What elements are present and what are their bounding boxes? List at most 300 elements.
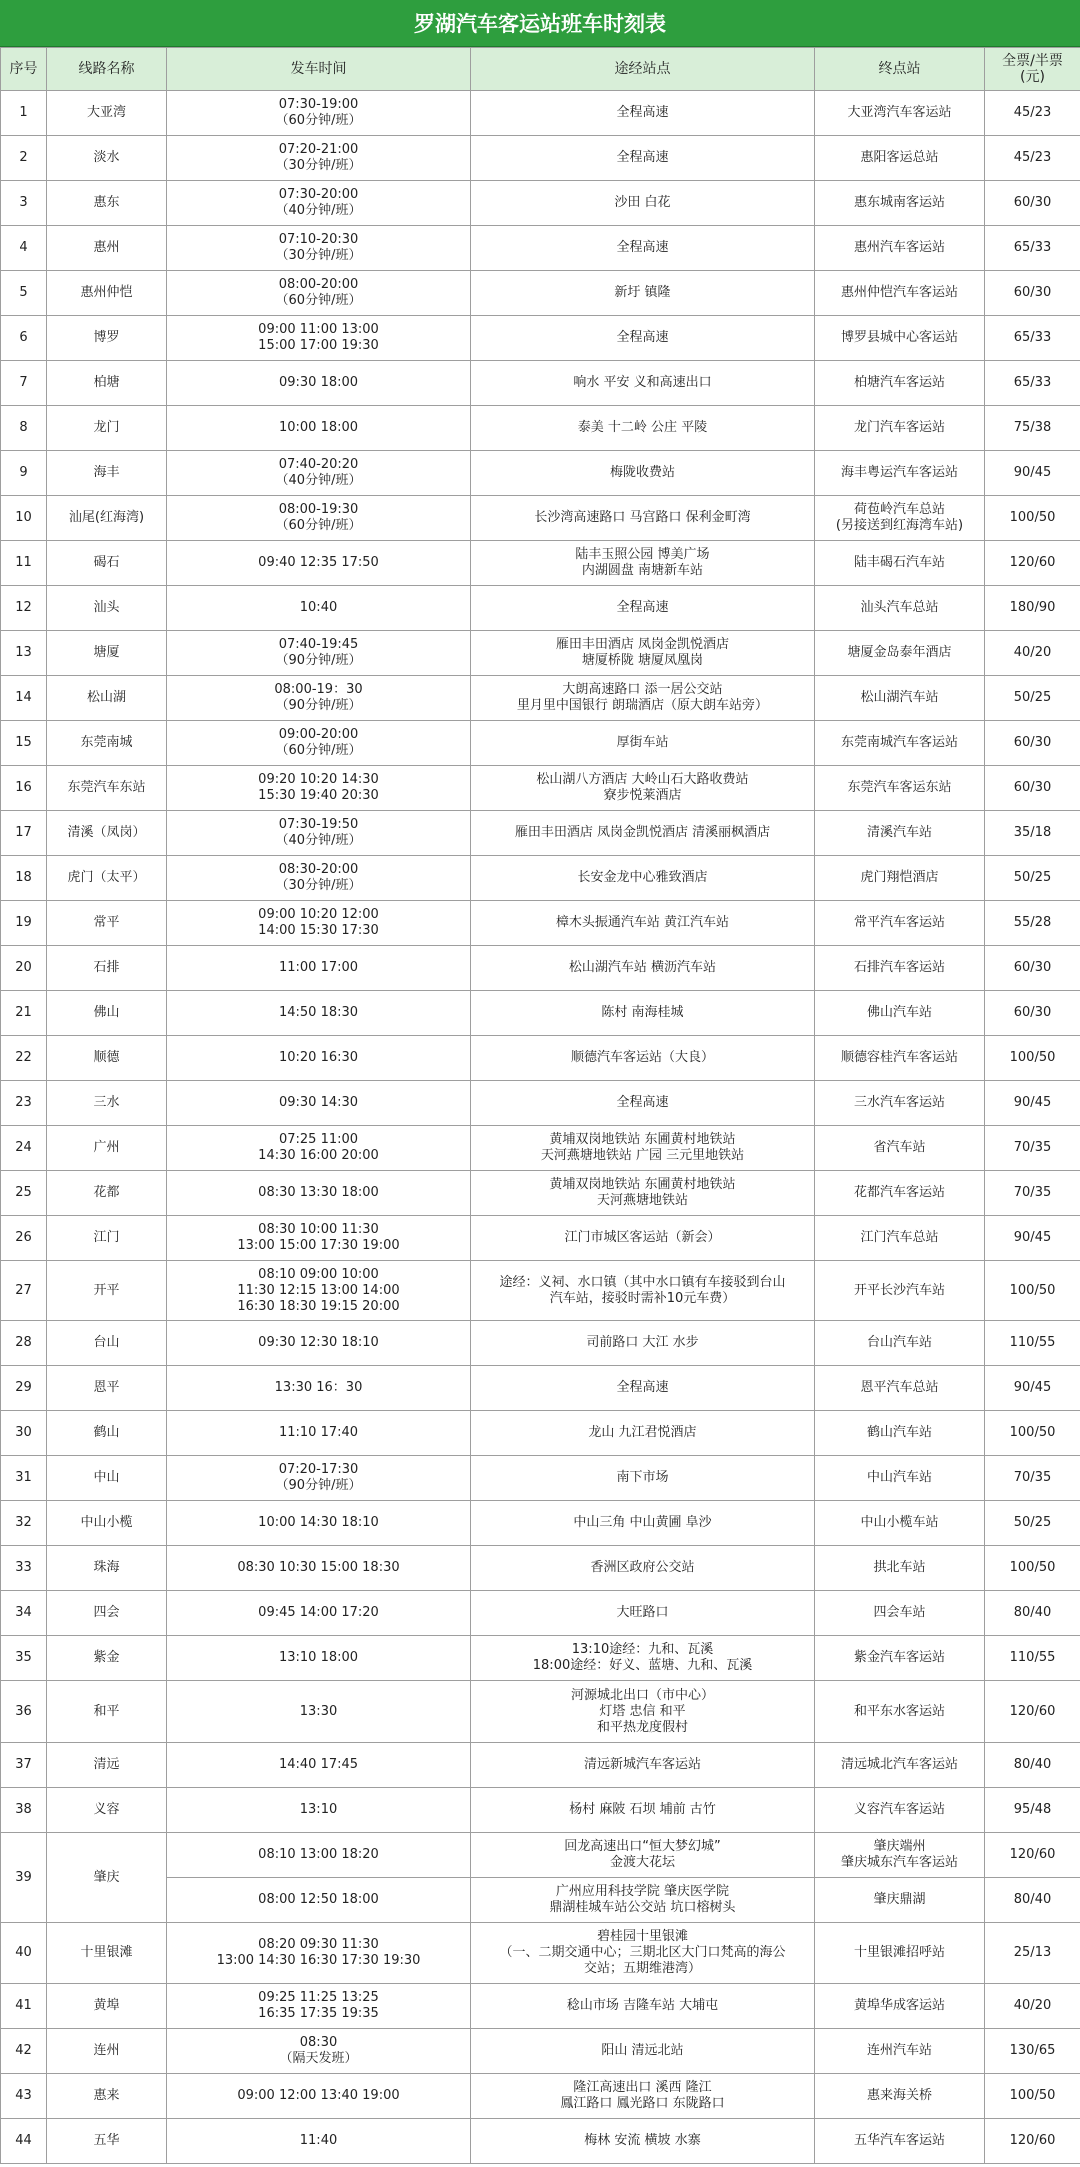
fare: 100/50: [985, 1261, 1080, 1321]
table-row: [1, 901, 1080, 946]
terminal-station: 连州汽车站: [815, 2029, 985, 2074]
fare: 70/35: [985, 1126, 1080, 1171]
via-stops: 大旺路口: [471, 1591, 815, 1636]
fare: 95/48: [985, 1788, 1080, 1833]
fare: 80/40: [985, 1591, 1080, 1636]
route-number: 25: [1, 1171, 47, 1216]
route-name: 惠州: [47, 226, 167, 271]
table-row: [1, 586, 1080, 631]
terminal-station: 中山汽车站: [815, 1456, 985, 1501]
terminal-station: 清远城北汽车客运站: [815, 1743, 985, 1788]
via-stops: 大朗高速路口 添一居公交站 里月里中国银行 朗瑞酒店（原大朗车站旁）: [471, 676, 815, 721]
departure-time: 10:20 16:30: [167, 1036, 471, 1081]
table-row: [1, 2074, 1080, 2119]
departure-time: 08:00 12:50 18:00: [167, 1878, 471, 1923]
table-row: [1, 1216, 1080, 1261]
departure-time: 07:10-20:30 （30分钟/班）: [167, 226, 471, 271]
terminal-station: 花都汽车客运站: [815, 1171, 985, 1216]
departure-time: 07:40-19:45 （90分钟/班）: [167, 631, 471, 676]
route-name: 珠海: [47, 1546, 167, 1591]
route-name: 石排: [47, 946, 167, 991]
table-row: [1, 91, 1080, 136]
departure-time: 07:30-19:50 （40分钟/班）: [167, 811, 471, 856]
fare: 60/30: [985, 181, 1080, 226]
fare: 110/55: [985, 1636, 1080, 1681]
fare: 90/45: [985, 451, 1080, 496]
via-stops: 南下市场: [471, 1456, 815, 1501]
departure-time: 09:30 12:30 18:10: [167, 1321, 471, 1366]
terminal-station: 海丰粤运汽车客运站: [815, 451, 985, 496]
header-route: 线路名称: [47, 48, 167, 91]
via-stops: 中山三角 中山黄圃 阜沙: [471, 1501, 815, 1546]
via-stops: 途经：义祠、水口镇（其中水口镇有车接驳到台山 汽车站，接驳时需补10元车费）: [471, 1261, 815, 1321]
timetable: [0, 47, 1080, 2164]
terminal-station: 陆丰碣石汽车站: [815, 541, 985, 586]
route-number: 2: [1, 136, 47, 181]
via-stops: 全程高速: [471, 586, 815, 631]
table-row: [1, 1788, 1080, 1833]
via-stops: 杨村 麻陂 石坝 埔前 古竹: [471, 1788, 815, 1833]
departure-time: 08:10 13:00 18:20: [167, 1833, 471, 1878]
via-stops: 长沙湾高速路口 马宫路口 保利金町湾: [471, 496, 815, 541]
table-row: [1, 226, 1080, 271]
terminal-station: 江门汽车总站: [815, 1216, 985, 1261]
via-stops: 樟木头振通汽车站 黄江汽车站: [471, 901, 815, 946]
fare: 100/50: [985, 2074, 1080, 2119]
via-stops: 全程高速: [471, 136, 815, 181]
departure-time: 08:00-19：30 （90分钟/班）: [167, 676, 471, 721]
route-number: 10: [1, 496, 47, 541]
departure-time: 09:00 12:00 13:40 19:00: [167, 2074, 471, 2119]
table-row: [1, 1984, 1080, 2029]
departure-time: 10:00 14:30 18:10: [167, 1501, 471, 1546]
fare: 60/30: [985, 991, 1080, 1036]
table-row: [1, 631, 1080, 676]
route-name: 中山: [47, 1456, 167, 1501]
table-row: [1, 766, 1080, 811]
route-number: 40: [1, 1923, 47, 1984]
fare: 100/50: [985, 1411, 1080, 1456]
fare: 40/20: [985, 1984, 1080, 2029]
table-row: [1, 406, 1080, 451]
route-name: 惠来: [47, 2074, 167, 2119]
route-name: 东莞南城: [47, 721, 167, 766]
header-no: 序号: [1, 48, 47, 91]
route-number: 4: [1, 226, 47, 271]
via-stops: 碧桂园十里银滩 （一、二期交通中心；三期北区大门口梵高的海公 交站；五期维港湾）: [471, 1923, 815, 1984]
departure-time: 13:30 16：30: [167, 1366, 471, 1411]
terminal-station: 中山小榄车站: [815, 1501, 985, 1546]
route-name: 和平: [47, 1681, 167, 1743]
route-number: 26: [1, 1216, 47, 1261]
table-row: [1, 991, 1080, 1036]
fare: 100/50: [985, 1546, 1080, 1591]
via-stops: 陈村 南海桂城: [471, 991, 815, 1036]
fare: 45/23: [985, 91, 1080, 136]
route-name: 佛山: [47, 991, 167, 1036]
route-name: 花都: [47, 1171, 167, 1216]
terminal-station: 台山汽车站: [815, 1321, 985, 1366]
table-row: [1, 1743, 1080, 1788]
via-stops: 广州应用科技学院 肇庆医学院 鼎湖桂城车站公交站 坑口榕树头: [471, 1878, 815, 1923]
table-row: [1, 1546, 1080, 1591]
route-name: 恩平: [47, 1366, 167, 1411]
terminal-station: 开平长沙汽车站: [815, 1261, 985, 1321]
terminal-station: 肇庆端州 肇庆城东汽车客运站: [815, 1833, 985, 1878]
route-name: 塘厦: [47, 631, 167, 676]
departure-time: 10:00 18:00: [167, 406, 471, 451]
table-row: [1, 1036, 1080, 1081]
departure-time: 09:00 10:20 12:00 14:00 15:30 17:30: [167, 901, 471, 946]
route-name: 中山小榄: [47, 1501, 167, 1546]
route-name: 江门: [47, 1216, 167, 1261]
route-name: 海丰: [47, 451, 167, 496]
departure-time: 08:00-20:00 （60分钟/班）: [167, 271, 471, 316]
route-name: 松山湖: [47, 676, 167, 721]
via-stops: 新圩 镇隆: [471, 271, 815, 316]
departure-time: 09:00 11:00 13:00 15:00 17:00 19:30: [167, 316, 471, 361]
table-row: [1, 136, 1080, 181]
departure-time: 11:10 17:40: [167, 1411, 471, 1456]
departure-time: 11:00 17:00: [167, 946, 471, 991]
fare: 80/40: [985, 1743, 1080, 1788]
via-stops: 全程高速: [471, 91, 815, 136]
fare: 100/50: [985, 1036, 1080, 1081]
fare: 120/60: [985, 1681, 1080, 1743]
via-stops: 松山湖八方酒店 大岭山石大路收费站 寮步悦莱酒店: [471, 766, 815, 811]
terminal-station: 和平东水客运站: [815, 1681, 985, 1743]
departure-time: 07:30-19:00 （60分钟/班）: [167, 91, 471, 136]
route-name: 常平: [47, 901, 167, 946]
table-row: [1, 271, 1080, 316]
terminal-station: 塘厦金岛泰年酒店: [815, 631, 985, 676]
terminal-station: 黄埠华成客运站: [815, 1984, 985, 2029]
route-name: 博罗: [47, 316, 167, 361]
via-stops: 黄埔双岗地铁站 东圃黄村地铁站 天河燕塘地铁站: [471, 1171, 815, 1216]
route-number: 1: [1, 91, 47, 136]
route-number: 24: [1, 1126, 47, 1171]
terminal-station: 惠来海关桥: [815, 2074, 985, 2119]
departure-time: 10:40: [167, 586, 471, 631]
fare: 60/30: [985, 271, 1080, 316]
via-stops: 龙山 九江君悦酒店: [471, 1411, 815, 1456]
table-body: [1, 91, 1080, 2164]
route-name: 汕尾(红海湾): [47, 496, 167, 541]
fare: 130/65: [985, 2029, 1080, 2074]
departure-time: 09:30 14:30: [167, 1081, 471, 1126]
terminal-station: 东莞南城汽车客运站: [815, 721, 985, 766]
route-name: 淡水: [47, 136, 167, 181]
route-number: 34: [1, 1591, 47, 1636]
terminal-station: 三水汽车客运站: [815, 1081, 985, 1126]
route-name: 广州: [47, 1126, 167, 1171]
departure-time: 07:20-17:30 （90分钟/班）: [167, 1456, 471, 1501]
departure-time: 08:30 10:00 11:30 13:00 15:00 17:30 19:00: [167, 1216, 471, 1261]
fare: 80/40: [985, 1878, 1080, 1923]
departure-time: 14:50 18:30: [167, 991, 471, 1036]
departure-time: 09:45 14:00 17:20: [167, 1591, 471, 1636]
fare: 120/60: [985, 2119, 1080, 2164]
table-row: [1, 856, 1080, 901]
route-number: 32: [1, 1501, 47, 1546]
route-name: 碣石: [47, 541, 167, 586]
route-number: 27: [1, 1261, 47, 1321]
departure-time: 08:30 13:30 18:00: [167, 1171, 471, 1216]
departure-time: 07:40-20:20 （40分钟/班）: [167, 451, 471, 496]
terminal-station: 惠东城南客运站: [815, 181, 985, 226]
table-row: [1, 541, 1080, 586]
terminal-station: 五华汽车客运站: [815, 2119, 985, 2164]
via-stops: 厚街车站: [471, 721, 815, 766]
fare: 50/25: [985, 1501, 1080, 1546]
route-number: 7: [1, 361, 47, 406]
route-name: 义容: [47, 1788, 167, 1833]
route-number: 18: [1, 856, 47, 901]
terminal-station: 汕头汽车总站: [815, 586, 985, 631]
departure-time: 09:20 10:20 14:30 15:30 19:40 20:30: [167, 766, 471, 811]
table-row: [1, 946, 1080, 991]
route-number: 12: [1, 586, 47, 631]
via-stops: 响水 平安 义和高速出口: [471, 361, 815, 406]
table-row: [1, 1171, 1080, 1216]
via-stops: 雁田丰田酒店 凤岗金凯悦酒店 塘厦桥陇 塘厦凤凰岗: [471, 631, 815, 676]
via-stops: 黄埔双岗地铁站 东圃黄村地铁站 天河燕塘地铁站 广园 三元里地铁站: [471, 1126, 815, 1171]
route-name: 五华: [47, 2119, 167, 2164]
departure-time: 09:00-20:00 （60分钟/班）: [167, 721, 471, 766]
via-stops: 长安金龙中心雅致酒店: [471, 856, 815, 901]
terminal-station: 博罗县城中心客运站: [815, 316, 985, 361]
terminal-station: 顺德容桂汽车客运站: [815, 1036, 985, 1081]
via-stops: 梅陇收费站: [471, 451, 815, 496]
fare: 60/30: [985, 766, 1080, 811]
via-stops: 稔山市场 吉隆车站 大埔屯: [471, 1984, 815, 2029]
terminal-station: 惠州仲恺汽车客运站: [815, 271, 985, 316]
table-row: [1, 2119, 1080, 2164]
via-stops: 松山湖汽车站 横沥汽车站: [471, 946, 815, 991]
route-number: 22: [1, 1036, 47, 1081]
route-name: 汕头: [47, 586, 167, 631]
route-number: 41: [1, 1984, 47, 2029]
via-stops: 雁田丰田酒店 凤岗金凯悦酒店 清溪丽枫酒店: [471, 811, 815, 856]
table-row: [1, 496, 1080, 541]
via-stops: 隆江高速出口 溪西 隆江 鳳江路口 鳳光路口 东陇路口: [471, 2074, 815, 2119]
fare: 70/35: [985, 1171, 1080, 1216]
route-number: 5: [1, 271, 47, 316]
route-name: 黄埠: [47, 1984, 167, 2029]
table-row: [1, 1126, 1080, 1171]
route-number: 35: [1, 1636, 47, 1681]
route-name: 清远: [47, 1743, 167, 1788]
route-number: 17: [1, 811, 47, 856]
departure-time: 08:30 10:30 15:00 18:30: [167, 1546, 471, 1591]
departure-time: 08:30 （隔天发班）: [167, 2029, 471, 2074]
terminal-station: 惠阳客运总站: [815, 136, 985, 181]
table-header-row: [1, 48, 1080, 91]
route-number: 16: [1, 766, 47, 811]
route-name: 柏塘: [47, 361, 167, 406]
departure-time: 13:10 18:00: [167, 1636, 471, 1681]
fare: 90/45: [985, 1366, 1080, 1411]
route-number: 14: [1, 676, 47, 721]
route-number: 28: [1, 1321, 47, 1366]
route-name: 龙门: [47, 406, 167, 451]
terminal-station: 紫金汽车客运站: [815, 1636, 985, 1681]
via-stops: 清远新城汽车客运站: [471, 1743, 815, 1788]
departure-time: 08:30-20:00 （30分钟/班）: [167, 856, 471, 901]
route-name: 台山: [47, 1321, 167, 1366]
terminal-station: 省汽车站: [815, 1126, 985, 1171]
via-stops: 全程高速: [471, 1081, 815, 1126]
terminal-station: 四会车站: [815, 1591, 985, 1636]
departure-time: 14:40 17:45: [167, 1743, 471, 1788]
via-stops: 全程高速: [471, 226, 815, 271]
via-stops: 泰美 十二岭 公庄 平陵: [471, 406, 815, 451]
via-stops: 陆丰玉照公园 博美广场 内湖圆盘 南塘新车站: [471, 541, 815, 586]
table-row: [1, 361, 1080, 406]
table-row: [1, 1501, 1080, 1546]
route-number: 44: [1, 2119, 47, 2164]
route-name: 开平: [47, 1261, 167, 1321]
route-name: 四会: [47, 1591, 167, 1636]
table-row: [1, 811, 1080, 856]
departure-time: 07:25 11:00 14:30 16:00 20:00: [167, 1126, 471, 1171]
route-number: 21: [1, 991, 47, 1036]
table-row: [1, 676, 1080, 721]
terminal-station: 清溪汽车站: [815, 811, 985, 856]
route-name: 虎门（太平）: [47, 856, 167, 901]
terminal-station: 惠州汽车客运站: [815, 226, 985, 271]
fare: 90/45: [985, 1216, 1080, 1261]
route-number: 42: [1, 2029, 47, 2074]
fare: 40/20: [985, 631, 1080, 676]
header-via: 途经站点: [471, 48, 815, 91]
departure-time: 07:30-20:00 （40分钟/班）: [167, 181, 471, 226]
terminal-station: 大亚湾汽车客运站: [815, 91, 985, 136]
terminal-station: 柏塘汽车客运站: [815, 361, 985, 406]
fare: 65/33: [985, 226, 1080, 271]
table-row: [1, 1923, 1080, 1984]
table-row: [1, 1261, 1080, 1321]
route-number: 33: [1, 1546, 47, 1591]
route-name: 惠州仲恺: [47, 271, 167, 316]
terminal-station: 荷苞岭汽车总站 (另接送到红海湾车站): [815, 496, 985, 541]
via-stops: 沙田 白花: [471, 181, 815, 226]
page-title: 罗湖汽车客运站班车时刻表: [0, 0, 1080, 47]
terminal-station: 十里银滩招呼站: [815, 1923, 985, 1984]
route-number: 43: [1, 2074, 47, 2119]
via-stops: 13:10途经：九和、瓦溪 18:00途经：好义、蓝塘、九和、瓦溪: [471, 1636, 815, 1681]
via-stops: 全程高速: [471, 1366, 815, 1411]
terminal-station: 鹤山汽车站: [815, 1411, 985, 1456]
route-name: 肇庆: [47, 1833, 167, 1923]
route-name: 紫金: [47, 1636, 167, 1681]
route-number: 13: [1, 631, 47, 676]
terminal-station: 恩平汽车总站: [815, 1366, 985, 1411]
departure-time: 11:40: [167, 2119, 471, 2164]
route-number: 8: [1, 406, 47, 451]
fare: 50/25: [985, 856, 1080, 901]
via-stops: 河源城北出口（市中心） 灯塔 忠信 和平 和平热龙度假村: [471, 1681, 815, 1743]
route-number: 20: [1, 946, 47, 991]
route-name: 大亚湾: [47, 91, 167, 136]
departure-time: 08:20 09:30 11:30 13:00 14:30 16:30 17:30 19:30: [167, 1923, 471, 1984]
fare: 55/28: [985, 901, 1080, 946]
via-stops: 江门市城区客运站（新会）: [471, 1216, 815, 1261]
route-number: 9: [1, 451, 47, 496]
route-number: 36: [1, 1681, 47, 1743]
departure-time: 09:25 11:25 13:25 16:35 17:35 19:35: [167, 1984, 471, 2029]
fare: 25/13: [985, 1923, 1080, 1984]
fare: 100/50: [985, 496, 1080, 541]
fare: 70/35: [985, 1456, 1080, 1501]
fare: 60/30: [985, 946, 1080, 991]
route-name: 十里银滩: [47, 1923, 167, 1984]
table-row: [1, 1681, 1080, 1743]
terminal-station: 松山湖汽车站: [815, 676, 985, 721]
fare: 90/45: [985, 1081, 1080, 1126]
table-row: [1, 1366, 1080, 1411]
route-number: 31: [1, 1456, 47, 1501]
table-row: [1, 1456, 1080, 1501]
fare: 35/18: [985, 811, 1080, 856]
terminal-station: 龙门汽车客运站: [815, 406, 985, 451]
table-row: [1, 1636, 1080, 1681]
table-row: [1, 181, 1080, 226]
route-number: 38: [1, 1788, 47, 1833]
route-name: 东莞汽车东站: [47, 766, 167, 811]
departure-time: 08:10 09:00 10:00 11:30 12:15 13:00 14:00 16:30 18:30 19:15 20:00: [167, 1261, 471, 1321]
route-number: 15: [1, 721, 47, 766]
departure-time: 09:40 12:35 17:50: [167, 541, 471, 586]
route-number: 30: [1, 1411, 47, 1456]
route-number: 39: [1, 1833, 47, 1923]
route-number: 6: [1, 316, 47, 361]
table-row: [1, 1833, 1080, 1878]
table-row: [1, 1411, 1080, 1456]
departure-time: 13:10: [167, 1788, 471, 1833]
route-name: 清溪（凤岗）: [47, 811, 167, 856]
via-stops: 司前路口 大江 水步: [471, 1321, 815, 1366]
route-number: 23: [1, 1081, 47, 1126]
departure-time: 13:30: [167, 1681, 471, 1743]
table-row: [1, 1321, 1080, 1366]
route-name: 惠东: [47, 181, 167, 226]
route-name: 顺德: [47, 1036, 167, 1081]
fare: 110/55: [985, 1321, 1080, 1366]
via-stops: 梅林 安流 横坡 水寨: [471, 2119, 815, 2164]
route-name: 连州: [47, 2029, 167, 2074]
table-row: [1, 2029, 1080, 2074]
table-row: [1, 451, 1080, 496]
header-time: 发车时间: [167, 48, 471, 91]
departure-time: 08:00-19:30 （60分钟/班）: [167, 496, 471, 541]
route-number: 37: [1, 1743, 47, 1788]
route-number: 11: [1, 541, 47, 586]
via-stops: 回龙高速出口“恒大梦幻城” 金渡大花坛: [471, 1833, 815, 1878]
table-row: [1, 1591, 1080, 1636]
fare: 120/60: [985, 541, 1080, 586]
departure-time: 09:30 18:00: [167, 361, 471, 406]
fare: 65/33: [985, 316, 1080, 361]
table-row: [1, 1081, 1080, 1126]
terminal-station: 常平汽车客运站: [815, 901, 985, 946]
via-stops: 全程高速: [471, 316, 815, 361]
fare: 75/38: [985, 406, 1080, 451]
terminal-station: 义容汽车客运站: [815, 1788, 985, 1833]
fare: 50/25: [985, 676, 1080, 721]
route-number: 3: [1, 181, 47, 226]
route-name: 鹤山: [47, 1411, 167, 1456]
